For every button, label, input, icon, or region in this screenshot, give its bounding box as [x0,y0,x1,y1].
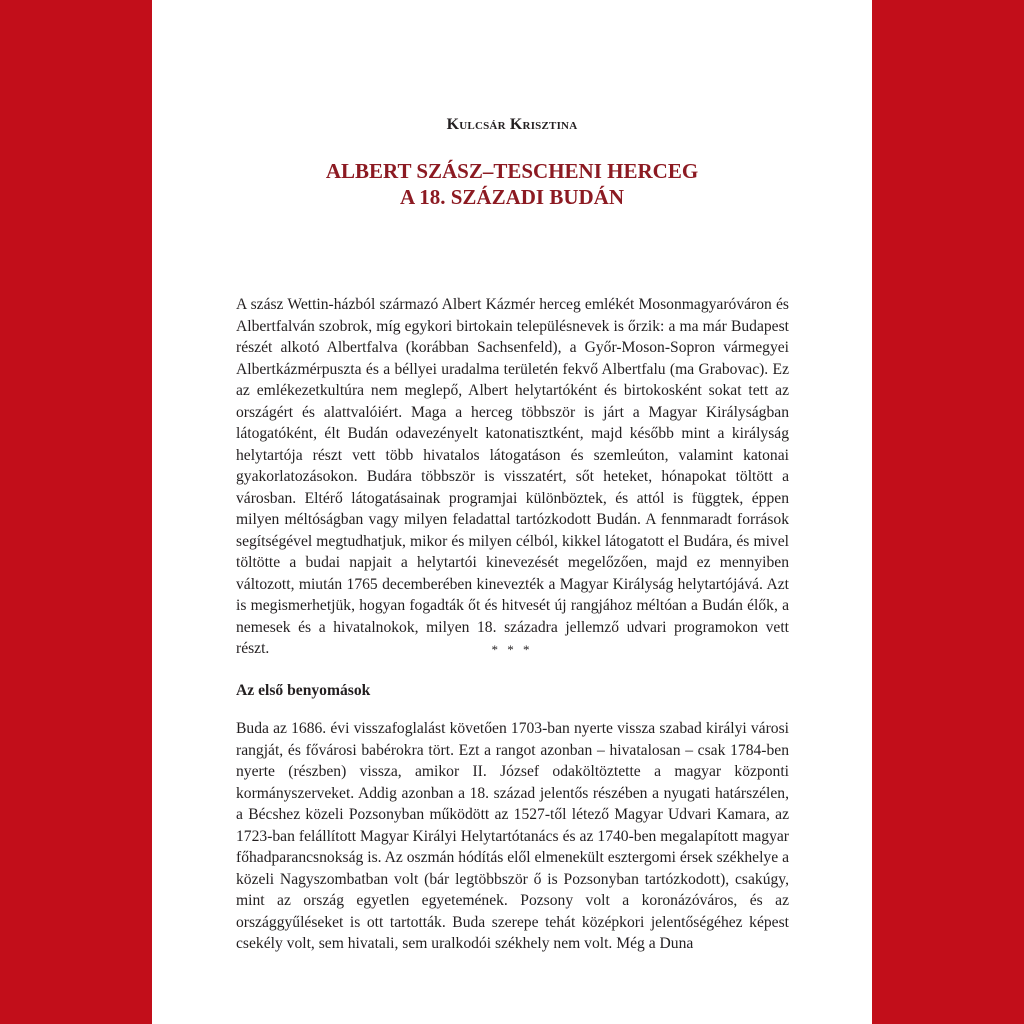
article-title [152,158,872,210]
author-name: Kulcsár Krisztina [446,116,578,133]
right-red-band [872,0,1024,1024]
intro-paragraph: A szász Wettin-házból származó Albert Kázmér herceg emlékét Mosonmagyaróváron és Albertfalván szobrok, míg egykori birtokain településnevek is őrzik: a ma már Budapest részét alkotó Albertfalva (korábban Sachsenfeld), a Győr-Moson-Sopron vármegyei Albertkázmérpuszta és a béllyei uradalma területén fekvő Albertfalu (ma Grabovac). Ez az emlékezetkultúra nem meglepő, Albert helytartóként és birtokosként sokat tett az országért és alattvalóiért. Maga a herceg többször is járt a Magyar Királyságban látogatóként, élt Budán odavezényelt katonatisztként, majd később mint a királyság helytartója részt vett több hivatalos látogatáson és szemleúton, valamint katonai gyakorlatozásokon. Budára többször is visszatért, sőt heteket, hónapokat töltött a városban. Eltérő látogatásainak programjai különböztek, és attól is függtek, éppen milyen méltóságban vagy milyen feladattal tartózkodott Budán. A fennmaradt források segítségével megtudhatjuk, mikor és milyen célból, kikkel látogatott el Budára, és mivel töltötte a budai napjait a helytartói kinevezését megelőzően, majd ez mennyiben változott, miután 1765 decemberében kinevezték a Magyar Királyság helytartójává. Azt is megismerhetjük, hogyan fogadták őt és hitvesét új rangjához méltóan a Budán élők, a nemesek és a hivatalnokok, milyen 18. századra jellemző udvari programokon vett részt. [236,296,789,657]
section-heading: Az első benyomások [236,682,371,699]
section-paragraph: Buda az 1686. évi visszafoglalást követően 1703-ban nyerte vissza szabad királyi városi rangját, és fővárosi babérokra tört. Ezt a rangot azonban – hivatalosan – csak 1784-ben nyerte (részben) vissza, amikor II. József odaköltöztette a magyar központi kormányszerveket. Addig azonban a 18. század jelentős részében a nyugati határszélen, a Bécshez közeli Pozsonyban működött az 1527-től létező Magyar Udvari Kamara, az 1723-ban felállított Magyar Királyi Helytartótanács és az 1740-ben megalapított magyar főhadparancsnokság is. Az oszmán hódítás elől elmenekült esztergomi érsek székhelye a közeli Nagyszombatban volt (bár legtöbbször ő is Pozsonyban tartózkodott), csakúgy, mint az ország egyetlen egyetemének. Pozsony volt a koronázóváros, és az országgyűléseket is ott tartották. Buda szerepe tehát középkori jelentőségéhez képest csekély volt, sem hivatali, sem uralkodói székhely nem volt. Még a Duna [236,720,789,952]
left-red-band [0,0,152,1024]
title-line-1: ALBERT SZÁSZ–TESCHENI HERCEG [325,159,699,183]
book-page [152,0,872,1024]
title-line-2: A 18. SZÁZADI BUDÁN [399,185,625,209]
section-separator: * * * [491,642,533,657]
